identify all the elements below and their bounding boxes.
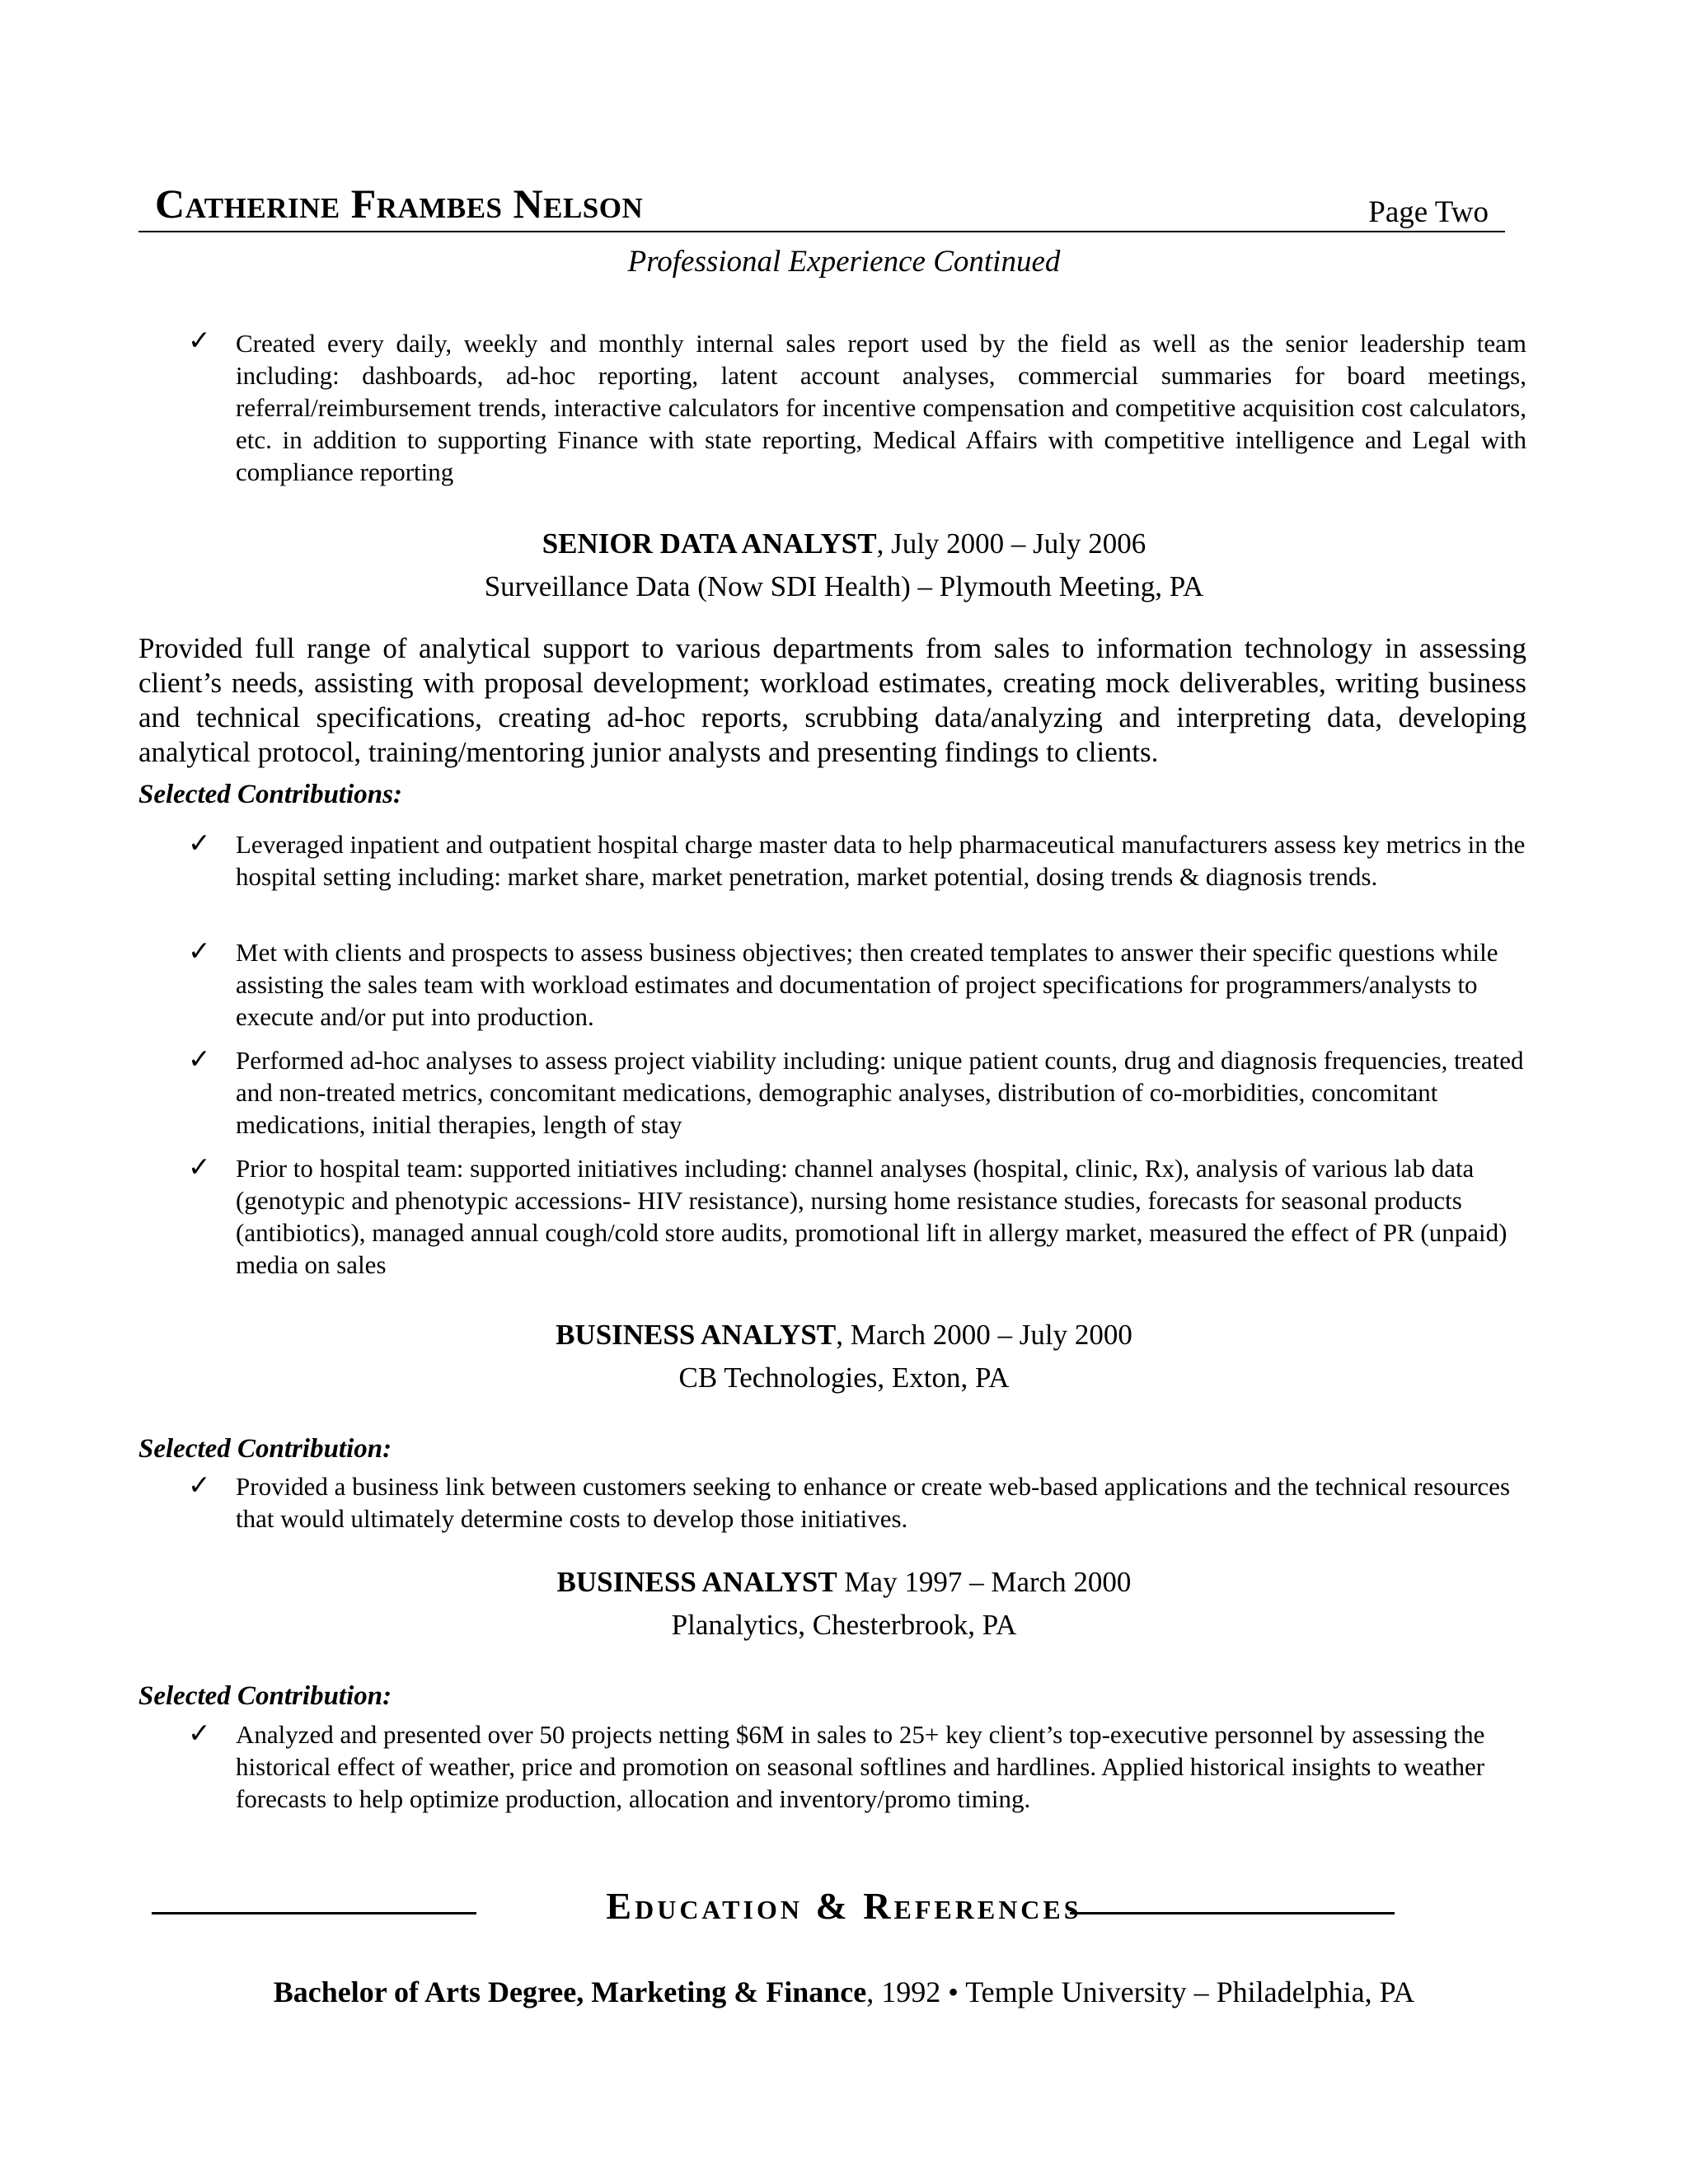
checkmark-icon: ✓ <box>188 1043 211 1075</box>
contribution-bullet: Prior to hospital team: supported initiatives including: channel analyses (hospital, clinic, Rx), analysis of various lab data (genotypic and phenotypic accessions- HIV resistance), nursing home resistance studies, forecasts for seasonal products (antibiotics), managed annual cough/cold store audits, promotional lift in allergy market, measured the effect of PR (unpaid) media on sales <box>236 1154 1507 1279</box>
contribution-bullet: Performed ad-hoc analyses to assess project viability including: unique patient counts, drug and diagnosis frequencies, treated and non-treated metrics, concomitant medications, demographic analyses, distribution of co-morbidities, concomitant medications, initial therapies, length of stay <box>236 1046 1524 1139</box>
resume-header <box>138 180 1505 232</box>
contributions-heading: Selected Contribution: <box>138 1681 392 1711</box>
degree-year: , 1992 <box>866 1975 941 2008</box>
contribution-bullet: Provided a business link between customers seeking to enhance or create web-based applications and the technical resources that would ultimately determine costs to develop those initiatives. <box>236 1472 1511 1533</box>
job-title-label: SENIOR DATA ANALYST <box>542 527 877 560</box>
checkmark-icon: ✓ <box>188 1151 211 1183</box>
intro-bullet: Created every daily, weekly and monthly internal sales report used by the field as well as the senior leadership team including: dashboards, ad-hoc reporting, latent account analyses, commercial summaries for board meetings, referral/reimbursement trends, interactive calculators for incentive compensation and competitive acquisition cost calculators, etc. in addition to supporting Finance with state reporting, Medical Affairs with competitive intelligence and Legal with compliance reporting <box>236 329 1526 486</box>
job-title-label: BUSINESS ANALYST <box>556 1319 837 1351</box>
bullet-separator: • <box>948 1975 959 2008</box>
checkmark-icon: ✓ <box>188 1469 211 1501</box>
degree: Bachelor of Arts Degree, Marketing & Finance <box>273 1975 867 2008</box>
job-dates: , July 2000 – July 2006 <box>876 527 1146 560</box>
education-heading: Education & References <box>606 1885 1082 1927</box>
page-number-label: Page Two <box>1368 195 1489 229</box>
checkmark-icon: ✓ <box>188 324 211 356</box>
checkmark-icon: ✓ <box>188 1717 211 1749</box>
contributions-heading: Selected Contributions: <box>138 780 402 809</box>
candidate-name: Catherine Frambes Nelson <box>155 180 644 227</box>
contribution-bullet: Leveraged inpatient and outpatient hospital charge master data to help pharmaceutical manufacturers assess key metrics in the hospital setting including: market share, market penetration, market potential, dosing trends & diagnosis trends. <box>236 830 1526 891</box>
divider-right <box>1070 1912 1395 1915</box>
contributions-heading: Selected Contribution: <box>138 1434 392 1464</box>
job-company: Planalytics, Chesterbrook, PA <box>671 1609 1017 1641</box>
job-title-business-analyst-cb <box>0 1319 1688 1352</box>
job-company: CB Technologies, Exton, PA <box>678 1361 1010 1394</box>
job-dates: , March 2000 – July 2000 <box>836 1319 1132 1351</box>
contribution-bullet: Met with clients and prospects to assess business objectives; then created templates to answer their specific questions while assisting the sales team with workload estimates and documentation of project specifications for programmers/analysts to execute and/or put into production. <box>236 938 1498 1031</box>
education-entry <box>0 1975 1688 2009</box>
checkmark-icon: ✓ <box>188 827 211 859</box>
checkmark-icon: ✓ <box>188 935 211 967</box>
job-company: Surveillance Data (Now SDI Health) – Plymouth Meeting, PA <box>484 570 1204 602</box>
job-title-business-analyst-planalytics <box>0 1566 1688 1599</box>
contribution-bullet: Analyzed and presented over 50 projects netting $6M in sales to 25+ key client’s top-executive personnel by assessing the historical effect of weather, price and promotion on seasonal softlines and hardlines. Applied historical insights to weather forecasts to help optimize production, allocation and inventory/promo timing. <box>236 1720 1485 1813</box>
job-dates: May 1997 – March 2000 <box>837 1566 1132 1598</box>
section-subtitle: Professional Experience Continued <box>627 245 1061 279</box>
job-title-label: BUSINESS ANALYST <box>556 1566 837 1598</box>
job-title-senior-data-analyst <box>0 527 1688 560</box>
school: Temple University – Philadelphia, PA <box>965 1975 1415 2008</box>
job-summary: Provided full range of analytical support to various departments from sales to information technology in assessing client’s needs, assisting with proposal development; workload estimates, creating mock deliverables, writing business and technical specifications, creating ad-hoc reports, scrubbing data/analyzing and interpreting data, developing analytical protocol, training/mentoring junior analysts and presenting findings to clients. <box>138 632 1526 768</box>
